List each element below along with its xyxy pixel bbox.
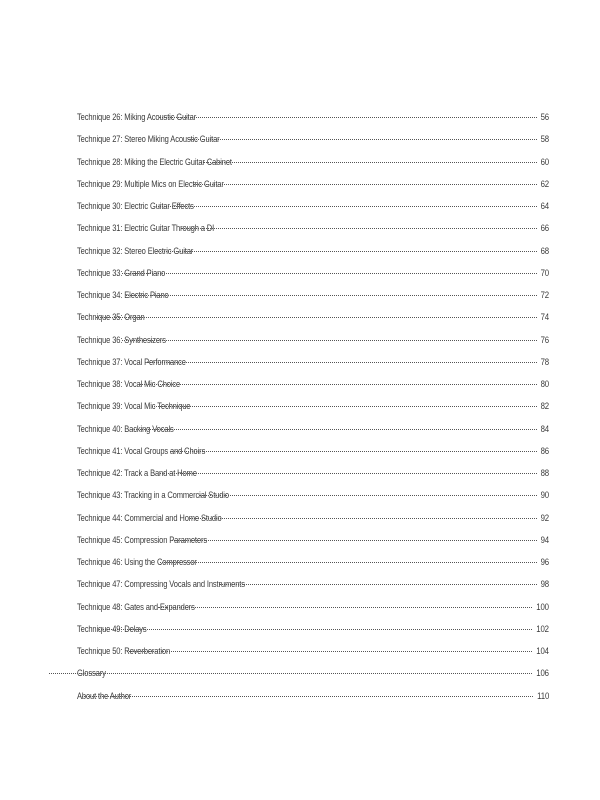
toc-entry-title: Technique 48: Gates and Expanders	[77, 601, 195, 612]
dot-leader	[219, 584, 537, 585]
toc-entry-page-number: 82	[540, 401, 549, 412]
toc-entry-title: Technique 31: Electric Guitar Through a DI	[77, 223, 215, 234]
dot-leader	[96, 317, 537, 318]
toc-entry[interactable]	[77, 557, 549, 579]
dot-leader	[172, 540, 537, 541]
toc-entry[interactable]	[77, 134, 549, 156]
toc-entry[interactable]	[77, 401, 549, 423]
toc-entry-page-number: 92	[540, 512, 549, 523]
toc-entry[interactable]	[77, 290, 549, 312]
toc-entry-page-number: 60	[540, 156, 549, 167]
toc-entry-page-number: 76	[540, 334, 549, 345]
toc-entry-page-number: 88	[540, 468, 549, 478]
table-of-contents	[77, 112, 549, 713]
toc-entry[interactable]	[77, 157, 549, 179]
toc-entry-page-number: 86	[540, 445, 549, 456]
toc-entry-title: Technique 46: Using the Compressor	[77, 557, 197, 567]
toc-entry-page-number: 94	[540, 534, 549, 545]
dot-leader	[127, 651, 532, 652]
dot-leader	[99, 629, 532, 630]
toc-entry-page-number: 72	[540, 290, 549, 300]
toc-entry-title: About the Author	[77, 690, 132, 701]
toc-entry-title: Technique 27: Stereo Miking Acoustic Guitar	[77, 134, 220, 145]
toc-entry-title: Technique 49: Delays	[77, 623, 147, 634]
toc-entry-page-number: 78	[540, 356, 549, 367]
toc-entry-page-number: 64	[540, 201, 549, 211]
toc-entry-title: Technique 37: Vocal Performance	[77, 356, 186, 367]
toc-entry-title: Technique 30: Electric Guitar Effects	[77, 201, 194, 211]
toc-entry-title: Technique 45: Compression Parameters	[77, 534, 207, 545]
toc-entry[interactable]	[77, 268, 549, 290]
toc-entry-page-number: 104	[536, 646, 549, 656]
toc-entry-page-number: 110	[536, 690, 549, 701]
dot-leader	[170, 451, 537, 452]
toc-entry-title: Technique 43: Tracking in a Commercial Studio	[77, 490, 229, 501]
toc-entry[interactable]	[77, 379, 549, 401]
toc-entry-title: Technique 50: Reverberation	[77, 646, 171, 656]
toc-entry-page-number: 68	[540, 245, 549, 256]
toc-entry-title: Technique 39: Vocal Mic Technique	[77, 401, 191, 412]
toc-entry-page-number: 102	[536, 623, 549, 634]
dot-leader	[156, 206, 537, 207]
toc-entry-page-number: 80	[540, 379, 549, 389]
toc-entry[interactable]	[77, 535, 549, 557]
dot-leader	[156, 251, 537, 252]
toc-entry-title: Glossary	[77, 668, 106, 679]
toc-entry-page-number: 84	[540, 423, 549, 434]
toc-entry-page-number: 62	[540, 178, 549, 189]
toc-entry-page-number: 74	[540, 312, 549, 323]
toc-entry-page-number: 70	[540, 267, 549, 278]
toc-entry[interactable]	[77, 112, 549, 134]
toc-entry[interactable]	[77, 179, 549, 201]
toc-entry[interactable]	[77, 312, 549, 334]
toc-entry-title: Technique 29: Multiple Mics on Electric Guitar	[77, 178, 224, 189]
toc-entry[interactable]	[77, 490, 549, 512]
toc-entry-title: Technique 26: Miking Acoustic Guitar	[77, 112, 197, 122]
toc-entry-title: Technique 47: Compressing Vocals and Instruments	[77, 579, 245, 590]
toc-entry-page-number: 106	[536, 668, 549, 679]
dot-leader	[159, 117, 537, 118]
dot-leader	[49, 673, 532, 674]
toc-entry-title: Technique 36: Synthesizers	[77, 334, 166, 345]
toc-entry-title: Technique 32: Stereo Electric Guitar	[77, 245, 194, 256]
toc-entry[interactable]	[77, 668, 549, 690]
toc-entry-page-number: 66	[540, 223, 549, 234]
dot-leader	[126, 295, 537, 296]
toc-entry-page-number: 58	[540, 134, 549, 145]
dot-leader	[203, 162, 537, 163]
dot-leader	[147, 362, 537, 363]
toc-entry-title: Technique 28: Miking the Electric Guitar Cabinet	[77, 156, 232, 167]
dot-leader	[188, 139, 537, 140]
dot-leader	[80, 696, 533, 697]
toc-entry-title: Technique 38: Vocal Mic Choice	[77, 379, 181, 389]
toc-entry-title: Technique 40: Backing Vocals	[77, 423, 174, 434]
dot-leader	[193, 184, 537, 185]
toc-entry-title: Technique 35: Organ	[77, 312, 145, 323]
toc-entry-title: Technique 33: Grand Piano	[77, 267, 166, 278]
dot-leader	[160, 562, 537, 563]
toc-entry[interactable]	[77, 602, 549, 624]
toc-entry[interactable]	[77, 424, 549, 446]
dot-leader	[190, 518, 537, 519]
toc-entry-title: Technique 41: Vocal Groups and Choirs	[77, 445, 206, 456]
toc-entry-page-number: 56	[540, 112, 549, 122]
toc-entry[interactable]	[77, 691, 549, 713]
toc-entry-title: Technique 34: Electric Piano	[77, 290, 169, 300]
dot-leader	[140, 384, 537, 385]
toc-entry[interactable]	[77, 579, 549, 601]
dot-leader	[160, 473, 537, 474]
toc-entry[interactable]	[77, 446, 549, 468]
toc-entry-title: Technique 44: Commercial and Home Studio	[77, 512, 222, 523]
dot-leader	[132, 429, 537, 430]
toc-entry-page-number: 98	[540, 579, 549, 590]
toc-entry[interactable]	[77, 246, 549, 268]
toc-entry-page-number: 100	[536, 601, 549, 612]
toc-entry-page-number: 90	[540, 490, 549, 501]
dot-leader	[199, 495, 537, 496]
toc-entry-title: Technique 42: Track a Band at Home	[77, 468, 197, 478]
toc-entry[interactable]	[77, 624, 549, 646]
toc-entry[interactable]	[77, 646, 549, 668]
dot-leader	[181, 228, 537, 229]
dot-leader	[158, 607, 533, 608]
toc-entry-page-number: 96	[540, 557, 549, 567]
toc-entry[interactable]	[77, 223, 549, 245]
dot-leader	[122, 340, 537, 341]
toc-entry[interactable]	[77, 335, 549, 357]
toc-entry[interactable]	[77, 513, 549, 535]
toc-entry[interactable]	[77, 468, 549, 490]
dot-leader	[122, 273, 537, 274]
toc-entry[interactable]	[77, 357, 549, 379]
toc-entry[interactable]	[77, 201, 549, 223]
dot-leader	[152, 406, 537, 407]
